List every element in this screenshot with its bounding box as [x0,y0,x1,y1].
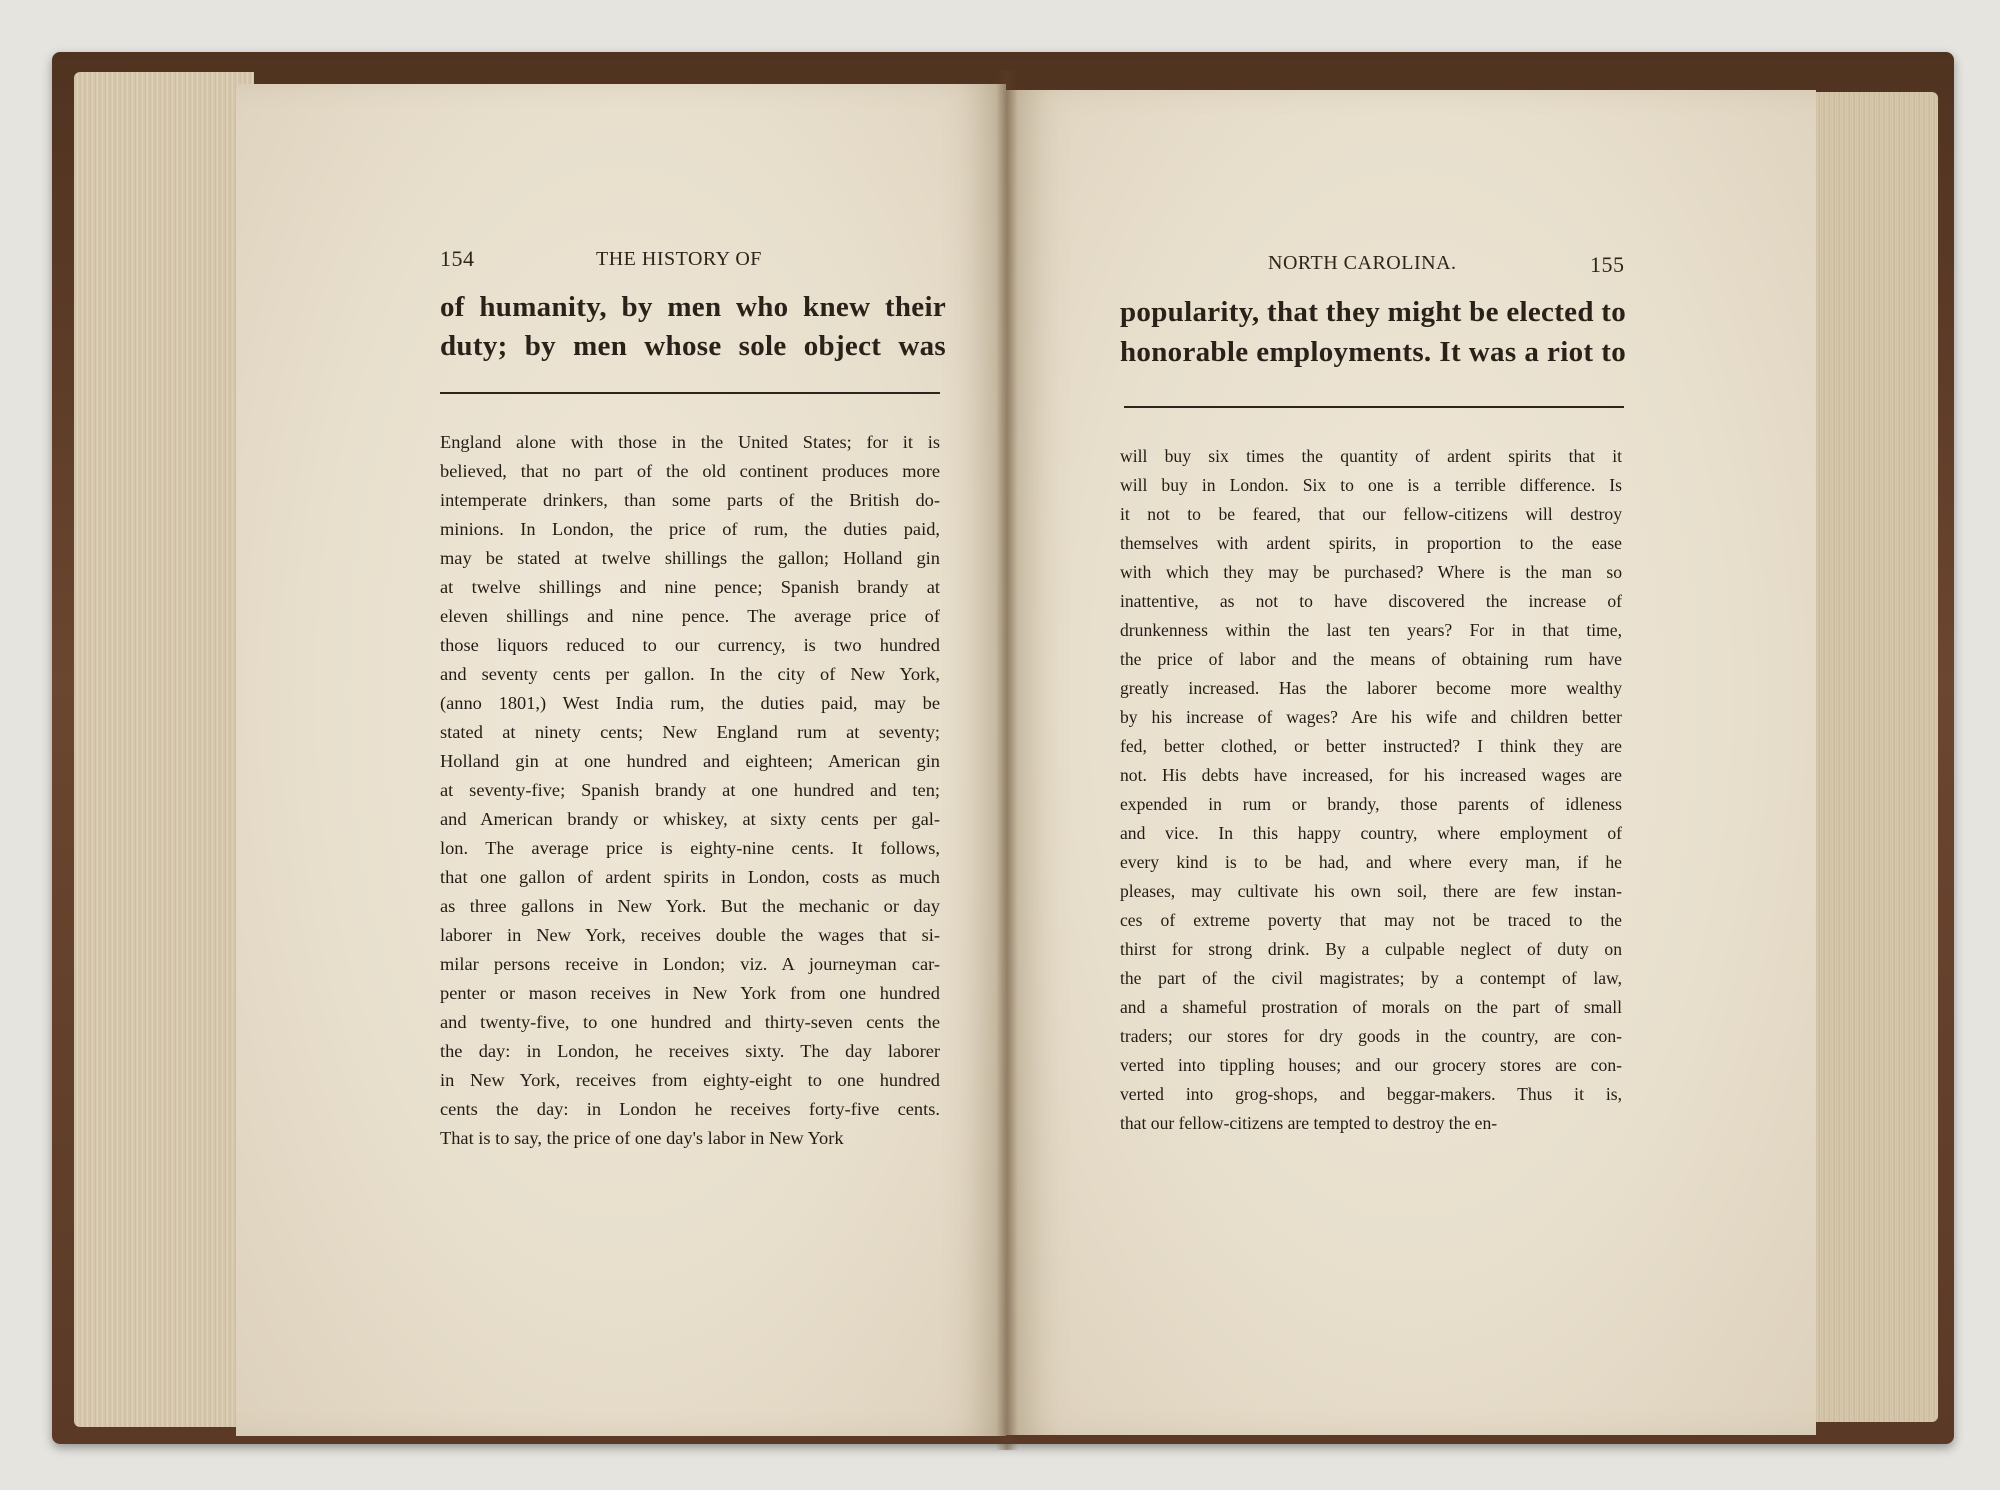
right-page-number: 155 [1590,252,1625,277]
left-footnote-line: believed, that no part of the old continent produces more [440,461,940,481]
left-footnote-line: at twelve shillings and nine pence; Spanish brandy at [440,577,940,597]
right-footnote-line: it not to be feared, that our fellow-citizens will destroy [1120,504,1622,524]
right-body-line-2: honorable employments. It was a riot to [1120,336,1626,368]
right-footnote [1120,442,1622,1138]
right-footnote-line: thirst for strong drink. By a culpable neglect of duty on [1120,939,1622,959]
right-footnote-line: ces of extreme poverty that may not be traced to the [1120,910,1622,930]
left-footnote-line: at seventy-five; Spanish brandy at one hundred and ten; [440,780,940,800]
left-footnote-line: that one gallon of ardent spirits in London, costs as much [440,867,940,887]
left-body-line-1: of humanity, by men who knew their [440,291,946,323]
right-footnote-line: verted into tippling houses; and our grocery stores are con- [1120,1055,1622,1075]
left-footnote-line: minions. In London, the price of rum, the duties paid, [440,519,940,539]
right-footnote-line: not. His debts have increased, for his increased wages are [1120,765,1622,785]
left-footnote-line: stated at ninety cents; New England rum at seventy; [440,722,940,742]
right-page-edges [1806,92,1938,1422]
left-footnote-line: those liquors reduced to our currency, is two hundred [440,635,940,655]
left-footnote [440,428,940,1153]
left-footnote-rule [440,392,940,394]
left-footnote-line: That is to say, the price of one day's labor in New York [440,1128,844,1148]
right-footnote-rule [1124,406,1624,408]
left-footnote-line: in New York, receives from eighty-eight to one hundred [440,1070,940,1090]
right-footnote-line: and a shameful prostration of morals on the part of small [1120,997,1622,1017]
right-body-line-1: popularity, that they might be elected to [1120,296,1627,328]
left-footnote-line: and twenty-five, to one hundred and thirty-seven cents the [440,1012,940,1032]
left-footnote-line: as three gallons in New York. But the mechanic or day [440,896,940,916]
book-gutter [996,70,1018,1450]
right-footnote-line: fed, better clothed, or better instructed? I think they are [1120,736,1622,756]
left-footnote-line: England alone with those in the United States; for it is [440,432,940,452]
right-footnote-line: greatly increased. Has the laborer become more wealthy [1120,678,1622,698]
right-footnote-line: inattentive, as not to have discovered the increase of [1120,591,1622,611]
left-footnote-line: penter or mason receives in New York from one hundred [440,983,940,1003]
right-footnote-line: and vice. In this happy country, where employment of [1120,823,1622,843]
right-footnote-line: themselves with ardent spirits, in proportion to the ease [1120,533,1622,553]
right-footnote-line: verted into grog-shops, and beggar-makers. Thus it is, [1120,1084,1622,1104]
left-page-edges [74,72,254,1427]
left-footnote-line: (anno 1801,) West India rum, the duties paid, may be [440,693,940,713]
left-body-line-2: duty; by men whose sole object was [440,330,946,362]
left-footnote-line: and American brandy or whiskey, at sixty cents per gal- [440,809,940,829]
right-footnote-line: pleases, may cultivate his own soil, there are few instan- [1120,881,1622,901]
left-footnote-line: cents the day: in London he receives forty-five cents. [440,1099,940,1119]
right-footnote-line: expended in rum or brandy, those parents of idleness [1120,794,1622,814]
left-footnote-line: and seventy cents per gallon. In the city of New York, [440,664,940,684]
right-running-head: NORTH CAROLINA. [1268,252,1457,274]
right-footnote-line: that our fellow-citizens are tempted to destroy the en- [1120,1113,1498,1133]
left-footnote-line: may be stated at twelve shillings the gallon; Holland gin [440,548,940,568]
right-footnote-line: the part of the civil magistrates; by a contempt of law, [1120,968,1622,988]
right-footnote-line: drunkenness within the last ten years? For in that time, [1120,620,1622,640]
right-footnote-line: will buy in London. Six to one is a terrible difference. Is [1120,475,1622,495]
left-footnote-line: eleven shillings and nine pence. The average price of [440,606,940,626]
right-footnote-line: traders; our stores for dry goods in the country, are con- [1120,1026,1622,1046]
left-footnote-line: intemperate drinkers, than some parts of the British do- [440,490,940,510]
right-footnote-line: with which they may be purchased? Where is the man so [1120,562,1622,582]
right-footnote-line: the price of labor and the means of obtaining rum have [1120,649,1622,669]
left-footnote-line: lon. The average price is eighty-nine cents. It follows, [440,838,940,858]
right-footnote-line: every kind is to be had, and where every man, if he [1120,852,1622,872]
left-footnote-line: laborer in New York, receives double the wages that si- [440,925,940,945]
right-footnote-line: by his increase of wages? Are his wife and children better [1120,707,1622,727]
left-footnote-line: the day: in London, he receives sixty. The day laborer [440,1041,940,1061]
left-footnote-line: milar persons receive in London; viz. A journeyman car- [440,954,940,974]
left-running-head: THE HISTORY OF [596,248,762,270]
right-footnote-line: will buy six times the quantity of ardent spirits that it [1120,446,1622,466]
left-footnote-line: Holland gin at one hundred and eighteen; American gin [440,751,940,771]
left-page-number: 154 [440,246,475,271]
